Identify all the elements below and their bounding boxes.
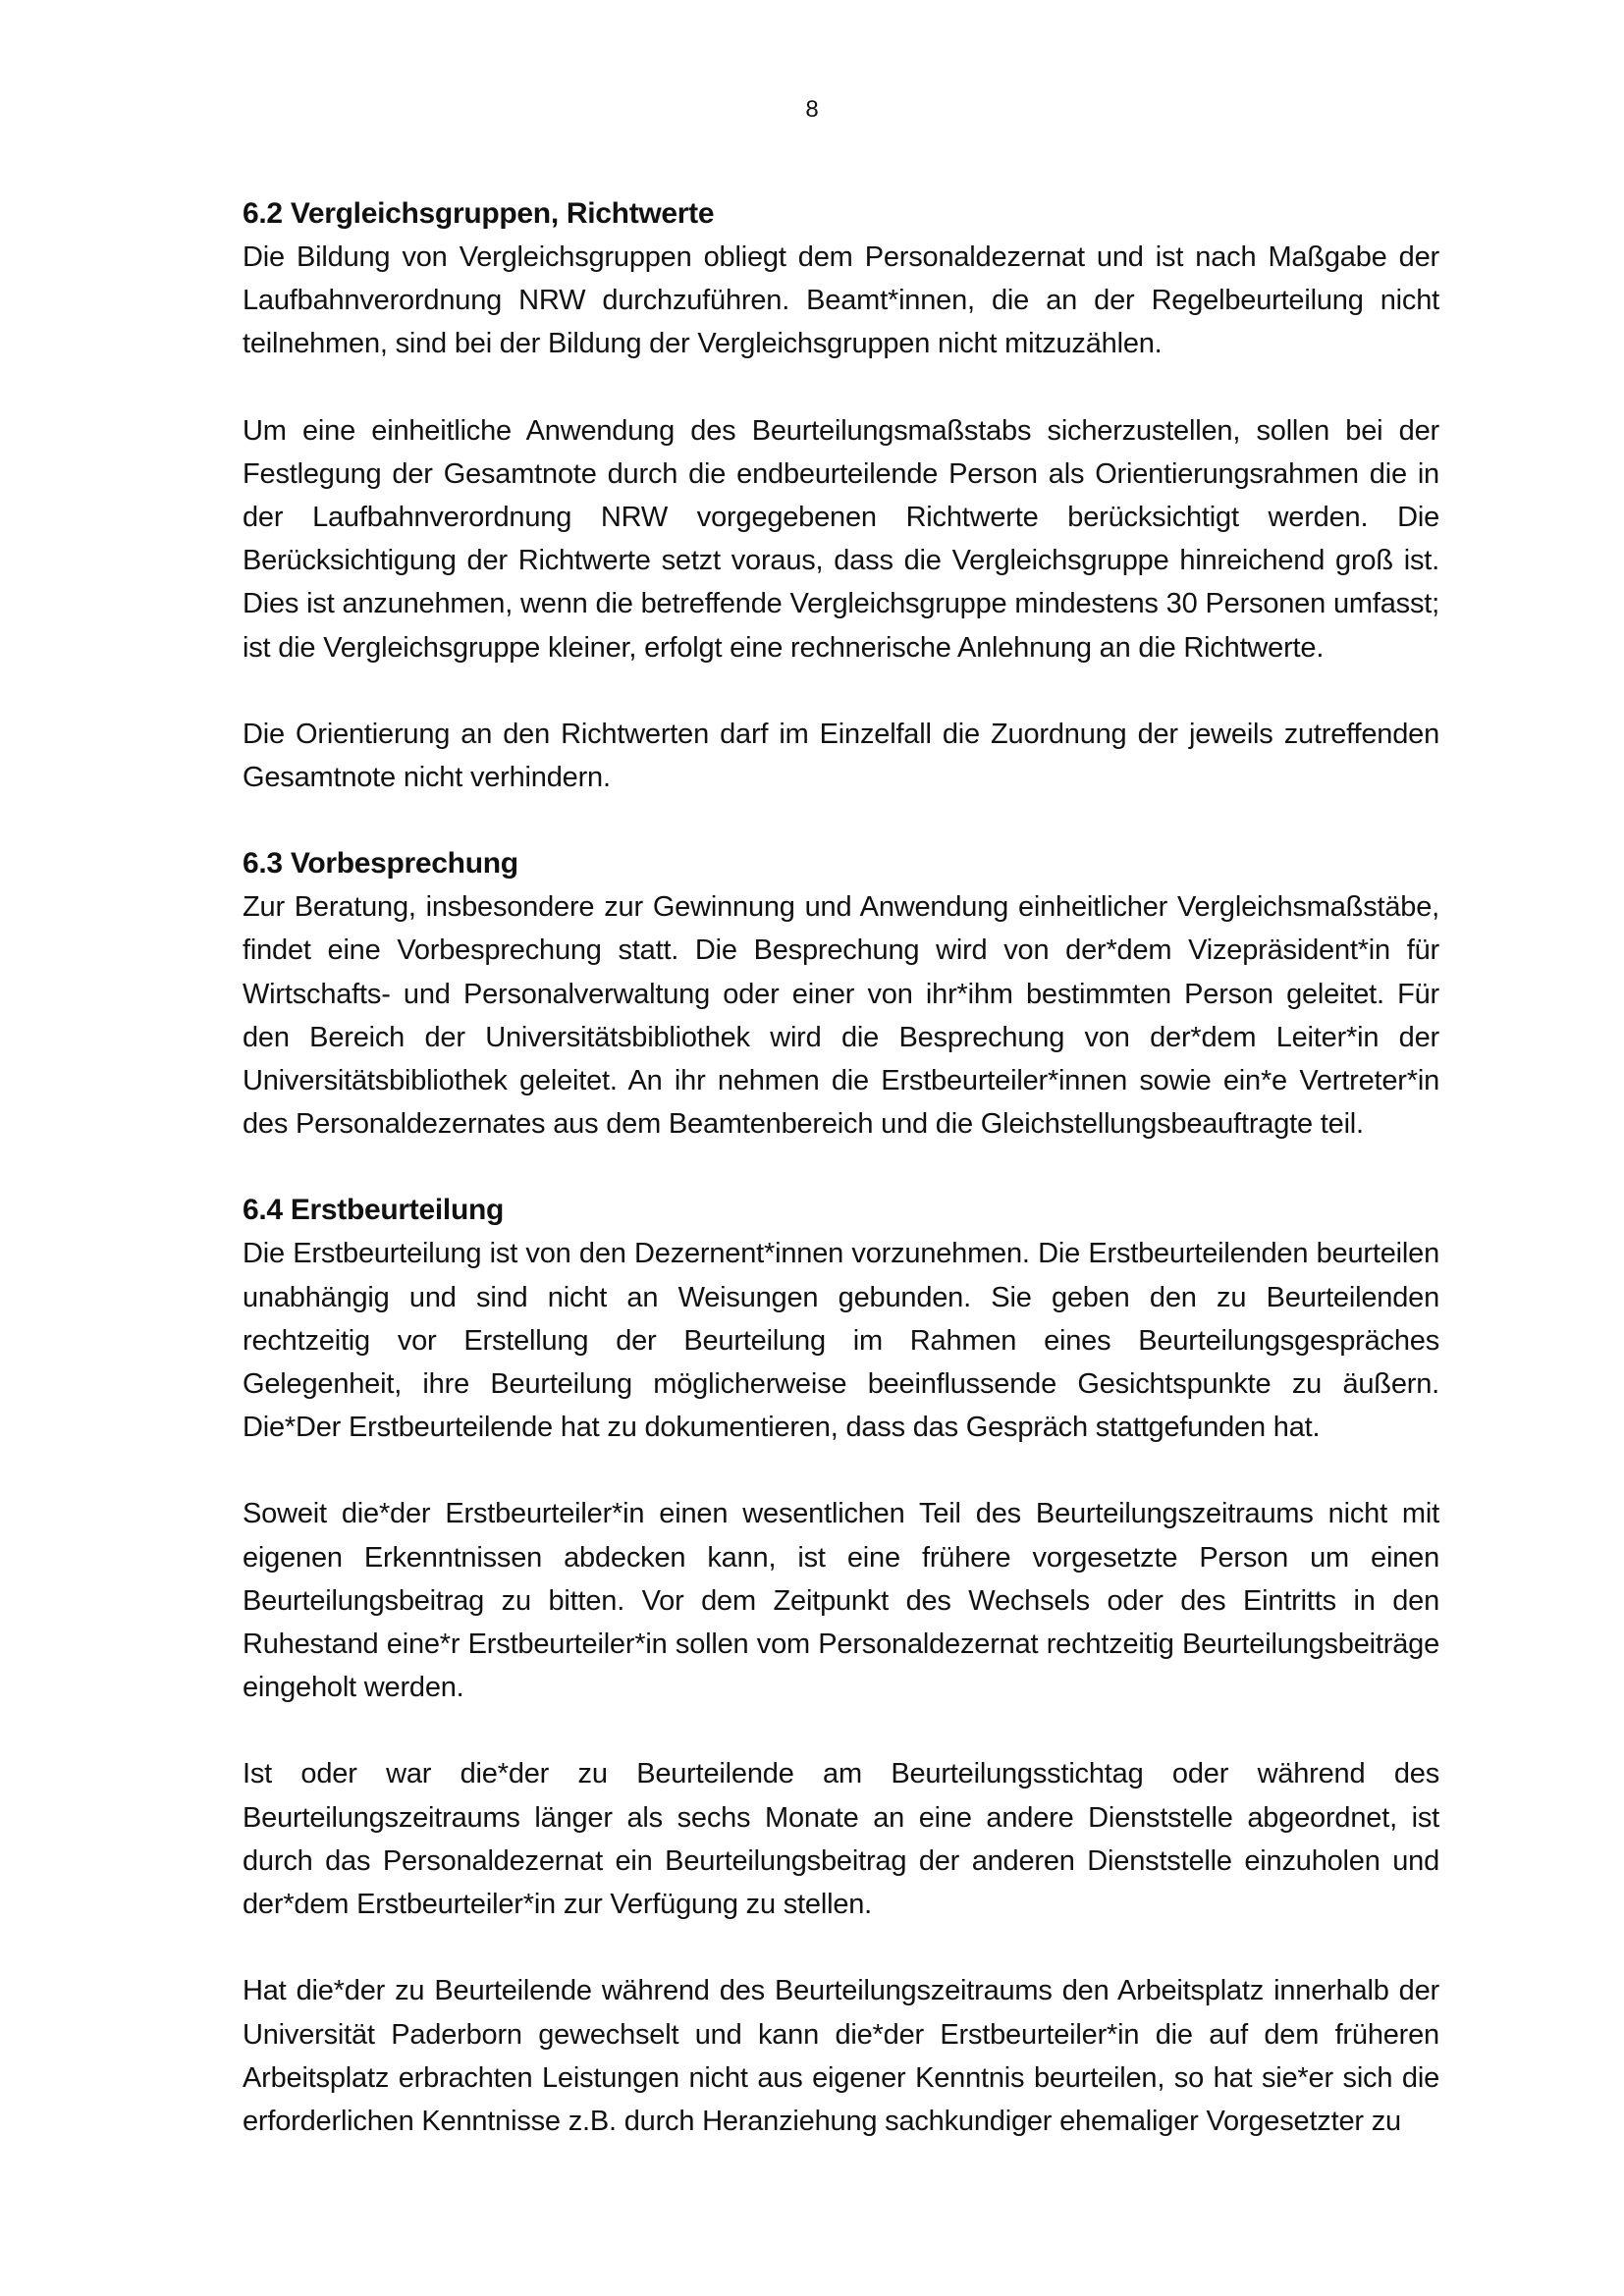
page-number: 8 xyxy=(805,96,819,123)
section-heading: 6.4 Erstbeurteilung xyxy=(243,1194,505,1227)
section-6-3 xyxy=(243,842,1439,1146)
paragraph: Um eine einheitliche Anwendung des Beurteilungsmaßstabs sicherzustellen, sollen bei der Festlegung der Gesamtnote durch die endbeurteilende Person als Orientierungsrahmen die in der Laufbahnverordnung NRW vorgegebenen Richtwerte berücksichtigt werden. Die Berücksichtigung der Richtwerte setzt voraus, dass die Vergleichsgruppe hinreichend groß ist. Dies ist anzunehmen, wenn die betreffende Vergleichsgruppe mindestens 30 Personen umfasst; ist die Vergleichsgruppe kleiner, erfolgt eine rechnerische Anlehnung an die Richtwerte. xyxy=(243,414,1439,664)
paragraph: Hat die*der zu Beurteilende während des Beurteilungszeitraums den Arbeitsplatz innerhalb der Universität Paderborn gewechselt und kann die*der Erstbeurteiler*in die auf dem früheren Arbeitsplatz erbrachten Leistungen nicht aus eigener Kenntnis beurteilen, so hat sie*er sich die erforderlichen Kenntnisse z.B. durch Heranziehung sachkundiger ehemaliger Vorgesetzter zu xyxy=(243,1975,1439,2137)
section-6-4 xyxy=(243,1189,1439,2143)
section-heading: 6.3 Vorbesprechung xyxy=(243,847,518,881)
section-6-2 xyxy=(243,192,1439,799)
paragraph: Die Bildung von Vergleichsgruppen obliegt dem Personaldezernat und ist nach Maßgabe der Laufbahnverordnung NRW durchzuführen. Beamt*innen, die an der Regelbeurteilung nicht teilnehmen, sind bei der Bildung der Vergleichsgruppen nicht mitzuzählen. xyxy=(243,241,1439,360)
paragraph: Die Erstbeurteilung ist von den Dezernent*innen vorzunehmen. Die Erstbeurteilenden beurteilen unabhängig und sind nicht an Weisungen gebunden. Sie geben den zu Beurteilenden rechtzeitig vor Erstellung der Beurteilung im Rahmen eines Beurteilungsgespräches Gelegenheit, ihre Beurteilung möglicherweise beeinflussende Gesichtspunkte zu äußern. Die*Der Erstbeurteilende hat zu dokumentieren, dass das Gespräch stattgefunden hat. xyxy=(243,1238,1439,1444)
section-heading: 6.2 Vergleichsgruppen, Richtwerte xyxy=(243,197,715,230)
paragraph: Soweit die*der Erstbeurteiler*in einen wesentlichen Teil des Beurteilungszeitraums nicht mit eigenen Erkenntnissen abdecken kann, ist eine frühere vorgesetzte Person um einen Beurteilungsbeitrag zu bitten. Vor dem Zeitpunkt des Wechsels oder des Eintritts in den Ruhestand eine*r Erstbeurteiler*in sollen vom Personaldezernat rechtzeitig Beurteilungsbeiträge eingeholt werden. xyxy=(243,1498,1439,1704)
paragraph: Zur Beratung, insbesondere zur Gewinnung und Anwendung einheitlicher Vergleichsmaßstäbe, findet eine Vorbesprechung statt. Die Besprechung wird von der*dem Vizepräsident*in für Wirtschafts- und Personalverwaltung oder einer von ihr*ihm bestimmten Person geleitet. Für den Bereich der Universitätsbibliothek wird die Besprechung von der*dem Leiter*in der Universitätsbibliothek geleitet. An ihr nehmen die Erstbeurteiler*innen sowie ein*e Vertreter*in des Personaldezernates aus dem Beamtenbereich und die Gleichstellungsbeauftragte teil. xyxy=(243,891,1439,1141)
page-content xyxy=(243,192,1439,2143)
paragraph: Ist oder war die*der zu Beurteilende am Beurteilungsstichtag oder während des Beurteilungszeitraums länger als sechs Monate an eine andere Dienststelle abgeordnet, ist durch das Personaldezernat ein Beurteilungsbeitrag der anderen Dienststelle einzuholen und der*dem Erstbeurteiler*in zur Verfügung zu stellen. xyxy=(243,1758,1439,1921)
paragraph: Die Orientierung an den Richtwerten darf im Einzelfall die Zuordnung der jeweils zutreffenden Gesamtnote nicht verhindern. xyxy=(243,718,1439,794)
